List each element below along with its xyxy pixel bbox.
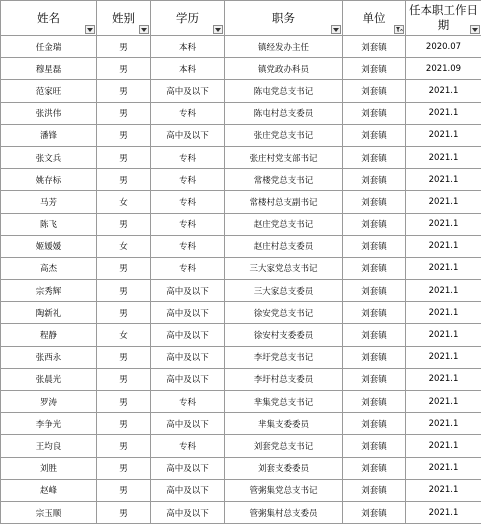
cell-name[interactable]: 潘锋 [1,124,97,146]
cell-position[interactable]: 张庄党总支书记 [225,124,343,146]
cell-start-date[interactable]: 2021.09 [406,58,481,80]
cell-unit[interactable]: 刘套镇 [343,169,406,191]
table-row [1,302,481,324]
table-row [1,435,481,457]
cell-unit[interactable]: 刘套镇 [343,124,406,146]
cell-name[interactable]: 王均良 [1,435,97,457]
cell-education[interactable]: 高中及以下 [151,501,225,523]
cell-education[interactable]: 本科 [151,58,225,80]
cell-gender[interactable]: 男 [97,80,151,102]
cell-gender[interactable]: 男 [97,479,151,501]
cell-unit[interactable]: 刘套镇 [343,302,406,324]
cell-education[interactable]: 专科 [151,235,225,257]
table-row [1,413,481,435]
cell-name[interactable]: 马芳 [1,191,97,213]
cell-position[interactable]: 镇党政办科员 [225,58,343,80]
cell-education[interactable]: 高中及以下 [151,346,225,368]
cell-name[interactable]: 张西永 [1,346,97,368]
cell-name[interactable]: 罗涛 [1,391,97,413]
cell-gender[interactable]: 男 [97,413,151,435]
cell-name[interactable]: 姚存标 [1,169,97,191]
cell-start-date[interactable]: 2021.1 [406,102,481,124]
cell-name[interactable]: 任金瑞 [1,36,97,58]
cell-education[interactable]: 专科 [151,191,225,213]
table-row [1,58,481,80]
cell-position[interactable]: 陈屯党总支书记 [225,80,343,102]
cell-name[interactable]: 穆星磊 [1,58,97,80]
cell-position[interactable]: 镇经发办主任 [225,36,343,58]
cell-start-date[interactable]: 2021.1 [406,235,481,257]
cell-gender[interactable]: 男 [97,169,151,191]
header-start-date [406,1,481,36]
cell-unit[interactable]: 刘套镇 [343,479,406,501]
cell-position[interactable]: 管粥集村总支委员 [225,501,343,523]
cell-start-date[interactable]: 2021.1 [406,257,481,279]
table-row [1,324,481,346]
cell-gender[interactable]: 男 [97,257,151,279]
cell-position[interactable]: 赵庄党总支书记 [225,213,343,235]
cell-name[interactable]: 李争光 [1,413,97,435]
cell-education[interactable]: 专科 [151,257,225,279]
cell-start-date[interactable]: 2021.1 [406,324,481,346]
cell-education[interactable]: 专科 [151,213,225,235]
table-row [1,280,481,302]
cell-education[interactable]: 高中及以下 [151,457,225,479]
table-body [1,36,481,524]
cell-start-date[interactable]: 2021.1 [406,391,481,413]
filter-dropdown-icon[interactable] [85,25,95,34]
cell-start-date[interactable]: 2021.1 [406,302,481,324]
cell-education[interactable]: 高中及以下 [151,324,225,346]
cell-unit[interactable]: 刘套镇 [343,346,406,368]
table-row [1,213,481,235]
cell-unit[interactable]: 刘套镇 [343,368,406,390]
cell-unit[interactable]: 刘套镇 [343,501,406,523]
cell-name[interactable]: 宗玉顺 [1,501,97,523]
cell-education[interactable]: 高中及以下 [151,368,225,390]
cell-education[interactable]: 专科 [151,169,225,191]
cell-education[interactable]: 专科 [151,435,225,457]
cell-position[interactable]: 芈集支委委员 [225,413,343,435]
cell-name[interactable]: 赵峰 [1,479,97,501]
cell-education[interactable]: 高中及以下 [151,302,225,324]
cell-gender[interactable]: 男 [97,346,151,368]
table-row [1,36,481,58]
cell-start-date[interactable]: 2020.07 [406,36,481,58]
cell-position[interactable]: 常楼党总支书记 [225,169,343,191]
table-row [1,346,481,368]
cell-gender[interactable]: 男 [97,501,151,523]
cell-position[interactable]: 徐安村支委委员 [225,324,343,346]
header-position-label: 职务 [225,11,342,25]
cell-start-date[interactable]: 2021.1 [406,146,481,168]
cell-start-date[interactable]: 2021.1 [406,501,481,523]
cell-education[interactable]: 专科 [151,391,225,413]
header-unit-label: 单位 [343,11,405,25]
cell-gender[interactable]: 女 [97,235,151,257]
filter-dropdown-icon[interactable] [139,25,149,34]
cell-unit[interactable]: 刘套镇 [343,102,406,124]
cell-position[interactable]: 李圩村总支委员 [225,368,343,390]
cell-start-date[interactable]: 2021.1 [406,346,481,368]
cell-position[interactable]: 刘套支委委员 [225,457,343,479]
cell-gender[interactable]: 男 [97,36,151,58]
cell-start-date[interactable]: 2021.1 [406,280,481,302]
filter-dropdown-icon[interactable] [331,25,341,34]
cell-gender[interactable]: 女 [97,324,151,346]
table-row [1,80,481,102]
cell-gender[interactable]: 男 [97,146,151,168]
header-start-date-label: 任本职工作日期 [409,3,478,32]
table-row [1,501,481,523]
cell-unit[interactable]: 刘套镇 [343,191,406,213]
cell-position[interactable]: 赵庄村总支委员 [225,235,343,257]
cell-name[interactable]: 张晨光 [1,368,97,390]
table-row [1,102,481,124]
cell-start-date[interactable]: 2021.1 [406,435,481,457]
cell-gender[interactable]: 男 [97,368,151,390]
cell-unit[interactable]: 刘套镇 [343,146,406,168]
cell-start-date[interactable]: 2021.1 [406,169,481,191]
cell-position[interactable]: 常楼村总支副书记 [225,191,343,213]
table-row [1,391,481,413]
cell-start-date[interactable]: 2021.1 [406,124,481,146]
table-row [1,124,481,146]
cell-start-date[interactable]: 2021.1 [406,457,481,479]
header-gender [97,1,151,36]
table-row [1,169,481,191]
cell-unit[interactable]: 刘套镇 [343,36,406,58]
cell-unit[interactable]: 刘套镇 [343,80,406,102]
cell-education[interactable]: 高中及以下 [151,280,225,302]
cell-position[interactable]: 三大家总支委员 [225,280,343,302]
header-name-label: 姓名 [1,11,96,25]
cell-name[interactable]: 程静 [1,324,97,346]
header-gender-label: 姓别 [97,11,150,25]
header-education-label: 学历 [151,11,224,25]
cell-unit[interactable]: 刘套镇 [343,413,406,435]
cell-name[interactable]: 刘胜 [1,457,97,479]
cell-start-date[interactable]: 2021.1 [406,213,481,235]
filter-dropdown-icon[interactable] [213,25,223,34]
cell-education[interactable]: 高中及以下 [151,80,225,102]
cell-unit[interactable]: 刘套镇 [343,391,406,413]
header-education [151,1,225,36]
cell-name[interactable]: 张洪伟 [1,102,97,124]
cell-position[interactable]: 徐安党总支书记 [225,302,343,324]
table-row [1,235,481,257]
cell-start-date[interactable]: 2021.1 [406,191,481,213]
cell-education[interactable]: 高中及以下 [151,479,225,501]
cell-gender[interactable]: 女 [97,191,151,213]
cell-name[interactable]: 高杰 [1,257,97,279]
cell-name[interactable]: 张文兵 [1,146,97,168]
cell-name[interactable]: 姬媛媛 [1,235,97,257]
cell-name[interactable]: 陶新礼 [1,302,97,324]
cell-unit[interactable]: 刘套镇 [343,58,406,80]
cell-start-date[interactable]: 2021.1 [406,413,481,435]
cell-start-date[interactable]: 2021.1 [406,479,481,501]
cell-gender[interactable]: 男 [97,391,151,413]
cell-unit[interactable]: 刘套镇 [343,213,406,235]
header-position [225,1,343,36]
cell-gender[interactable]: 男 [97,58,151,80]
table-row [1,257,481,279]
cell-gender[interactable]: 男 [97,457,151,479]
cell-name[interactable]: 范家旺 [1,80,97,102]
table-row [1,368,481,390]
table-row [1,479,481,501]
cell-position[interactable]: 张庄村党支部书记 [225,146,343,168]
cell-position[interactable]: 陈屯村总支委员 [225,102,343,124]
header-row [1,1,481,36]
cell-education[interactable]: 专科 [151,102,225,124]
table-row [1,457,481,479]
cell-name[interactable]: 陈飞 [1,213,97,235]
header-unit [343,1,406,36]
cell-education[interactable]: 本科 [151,36,225,58]
cell-start-date[interactable]: 2021.1 [406,80,481,102]
cell-gender[interactable]: 男 [97,124,151,146]
cell-unit[interactable]: 刘套镇 [343,435,406,457]
cell-education[interactable]: 高中及以下 [151,124,225,146]
cell-unit[interactable]: 刘套镇 [343,457,406,479]
cell-education[interactable]: 专科 [151,146,225,168]
filter-dropdown-icon[interactable] [470,25,480,34]
cell-unit[interactable]: 刘套镇 [343,257,406,279]
cell-unit[interactable]: 刘套镇 [343,235,406,257]
cell-position[interactable]: 李圩党总支书记 [225,346,343,368]
cell-unit[interactable]: 刘套镇 [343,324,406,346]
table-row [1,191,481,213]
cell-gender[interactable]: 男 [97,280,151,302]
cell-name[interactable]: 宗秀辉 [1,280,97,302]
cell-gender[interactable]: 男 [97,302,151,324]
cell-position[interactable]: 管粥集党总支书记 [225,479,343,501]
cell-position[interactable]: 刘套党总支书记 [225,435,343,457]
cell-position[interactable]: 芈集党总支书记 [225,391,343,413]
cell-unit[interactable]: 刘套镇 [343,280,406,302]
header-name [1,1,97,36]
filter-active-icon[interactable] [394,25,404,34]
cell-gender[interactable]: 男 [97,213,151,235]
cell-position[interactable]: 三大家党总支书记 [225,257,343,279]
cell-gender[interactable]: 男 [97,102,151,124]
cell-education[interactable]: 高中及以下 [151,413,225,435]
cell-gender[interactable]: 男 [97,435,151,457]
cell-start-date[interactable]: 2021.1 [406,368,481,390]
table-row [1,146,481,168]
